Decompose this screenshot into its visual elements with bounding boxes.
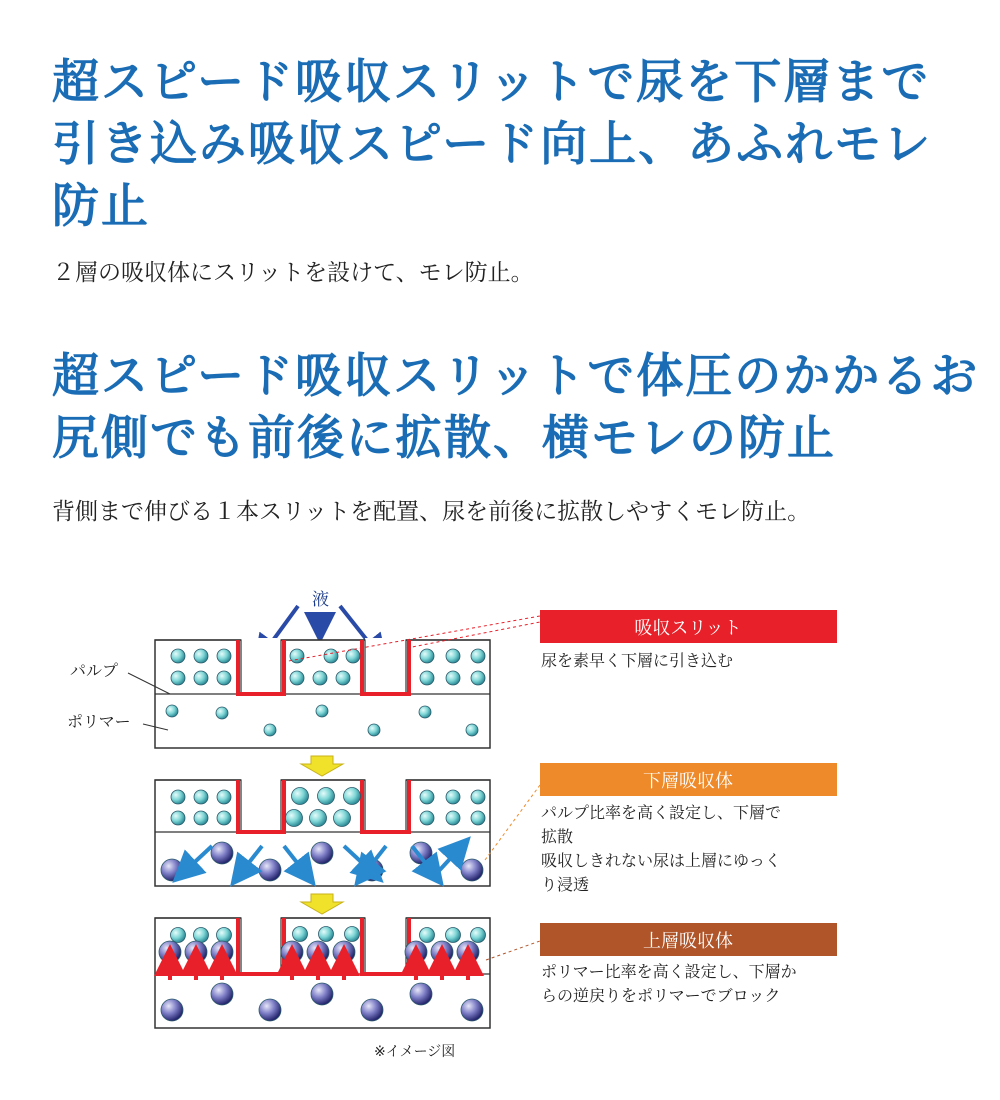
pulp-particle	[345, 927, 360, 942]
pulp-particle	[346, 649, 360, 663]
upper-leader	[486, 941, 540, 960]
polymer-particle	[419, 706, 431, 718]
polymer-particle	[461, 859, 483, 881]
pulp-particle	[334, 810, 351, 827]
pulp-particle	[217, 790, 231, 804]
pulp-particle	[217, 928, 232, 943]
pulp-particle	[171, 928, 186, 943]
pulp-particle	[171, 790, 185, 804]
pulp-particle	[217, 671, 231, 685]
callout-title: 吸収スリット	[634, 618, 742, 639]
polymer-particle	[211, 941, 233, 963]
polymer-particle	[316, 705, 328, 717]
pulp-particle	[286, 810, 303, 827]
callout-line: 吸収しきれない尿は上層にゆっく	[541, 851, 781, 870]
pulp-particle	[471, 671, 485, 685]
pulp-particle	[471, 928, 486, 943]
callout-line: ポリマー比率を高く設定し、下層か	[541, 962, 797, 981]
polymer-particle	[368, 724, 380, 736]
pulp-label: パルプ	[70, 661, 119, 680]
pulp-particle	[471, 649, 485, 663]
pulp-particle	[446, 811, 460, 825]
polymer-particle	[405, 941, 427, 963]
headline-1: 超スピード吸収スリットで尿を下層まで引き込み吸収スピード向上、あふれモレ防止	[52, 55, 933, 234]
pulp-particle	[471, 811, 485, 825]
polymer-particle	[216, 707, 228, 719]
step-arrow-2	[301, 894, 343, 914]
pulp-particle	[194, 671, 208, 685]
polymer-particle	[461, 999, 483, 1021]
headline-2: 超スピード吸収スリットで体圧のかかるお尻側でも前後に拡散、横モレの防止	[52, 349, 980, 466]
pulp-particle	[194, 649, 208, 663]
pulp-particle	[290, 649, 304, 663]
pulp-particle	[194, 811, 208, 825]
polymer-particle	[466, 724, 478, 736]
polymer-particle	[259, 999, 281, 1021]
step-arrow-1	[301, 756, 343, 776]
callout-line: パルプ比率を高く設定し、下層で	[541, 803, 782, 822]
callout-title: 下層吸収体	[643, 771, 733, 792]
pulp-particle	[344, 788, 361, 805]
polymer-particle	[307, 941, 329, 963]
pulp-particle	[420, 790, 434, 804]
polymer-particle	[281, 941, 303, 963]
polymer-particle	[333, 941, 355, 963]
callout-line: り浸透	[541, 875, 590, 894]
pulp-particle	[171, 811, 185, 825]
pulp-particle	[290, 671, 304, 685]
polymer-particle	[311, 983, 333, 1005]
polymer-particle	[311, 842, 333, 864]
polymer-particle	[259, 859, 281, 881]
pulp-particle	[217, 649, 231, 663]
polymer-particle	[361, 999, 383, 1021]
pulp-particle	[171, 649, 185, 663]
pulp-particle	[336, 671, 350, 685]
polymer-particle	[211, 983, 233, 1005]
polymer-label: ポリマー	[67, 712, 131, 731]
pulp-particle	[293, 927, 308, 942]
polymer-particle	[161, 859, 183, 881]
callout-upper-absorber	[540, 923, 837, 1005]
image-note: ※イメージ図	[374, 1044, 456, 1060]
pulp-particle	[446, 928, 461, 943]
liquid-label: 液	[312, 590, 329, 610]
polymer-particle	[431, 941, 453, 963]
callout-lower-absorber	[540, 763, 837, 894]
callout-line: 拡散	[541, 827, 574, 846]
pulp-particle	[420, 649, 434, 663]
polymer-particle	[161, 999, 183, 1021]
pulp-particle	[313, 671, 327, 685]
callout-line: らの逆戻りをポリマーでブロック	[541, 986, 781, 1005]
pulp-particle	[471, 790, 485, 804]
pulp-particle	[171, 671, 185, 685]
callout-line: 尿を素早く下層に引き込む	[541, 651, 734, 670]
callout-absorb-slit	[540, 610, 837, 670]
pulp-particle	[194, 928, 209, 943]
polymer-particle	[185, 941, 207, 963]
pulp-particle	[446, 671, 460, 685]
polymer-particle	[211, 842, 233, 864]
polymer-particle	[457, 941, 479, 963]
polymer-particle	[264, 724, 276, 736]
pulp-particle	[319, 927, 334, 942]
pulp-particle	[194, 790, 208, 804]
absorber-diagram	[0, 570, 1000, 1070]
pulp-particle	[318, 788, 335, 805]
pulp-particle	[292, 788, 309, 805]
polymer-particle	[166, 705, 178, 717]
subtext-2: 背側まで伸びる１本スリットを配置、尿を前後に拡散しやすくモレ防止。	[52, 499, 811, 525]
pulp-particle	[217, 811, 231, 825]
pulp-particle	[446, 649, 460, 663]
pulp-particle	[446, 790, 460, 804]
callout-title: 上層吸収体	[643, 931, 733, 952]
pulp-particle	[324, 649, 338, 663]
pulp-particle	[420, 671, 434, 685]
pulp-particle	[310, 810, 327, 827]
polymer-particle	[410, 983, 432, 1005]
subtext-1: ２層の吸収体にスリットを設けて、モレ防止。	[52, 260, 534, 286]
polymer-particle	[159, 941, 181, 963]
lower-leader	[485, 785, 540, 860]
pulp-particle	[420, 928, 435, 943]
pulp-particle	[420, 811, 434, 825]
